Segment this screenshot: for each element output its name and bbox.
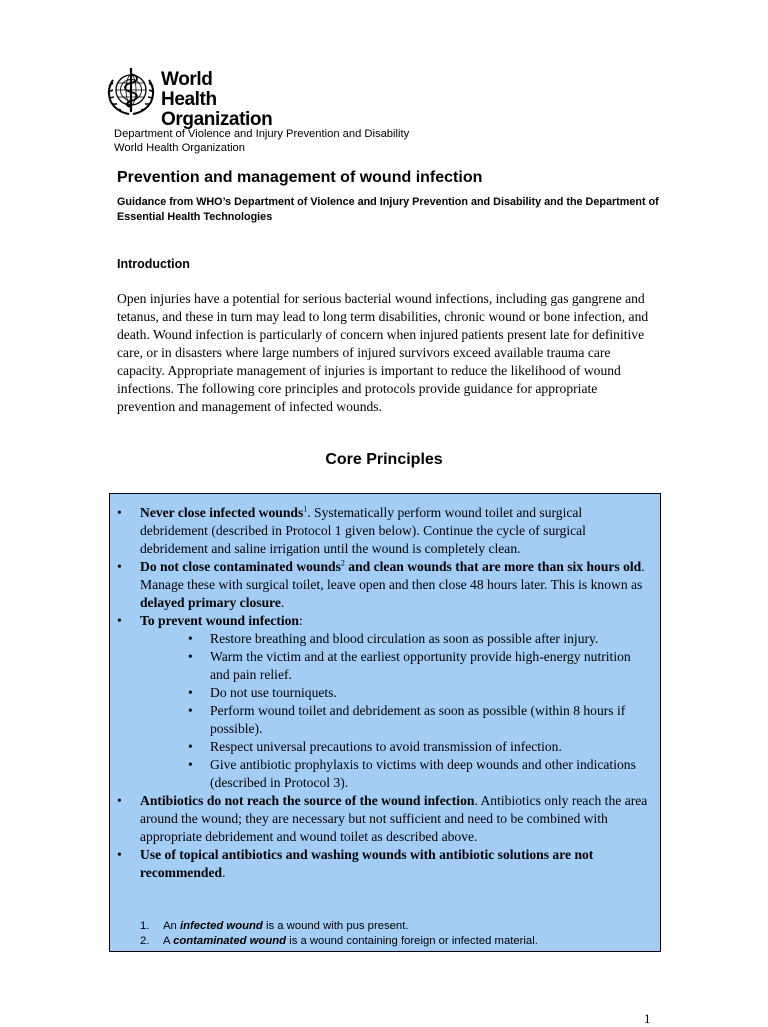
footnote-number: 1. [140,920,150,932]
principle-emphasis: Never close infected wounds [140,505,304,520]
principle-text: . [222,865,226,880]
who-logo-text [161,70,273,130]
document-subtitle: Guidance from WHO’s Department of Violence and Injury Prevention and Disability and the Department of Essential Health Technologies [117,196,659,223]
core-principles-list [110,504,658,882]
department-name: Department of Violence and Injury Prevention and Disability [114,128,410,140]
footnote-text: A [163,934,174,947]
principle-emphasis: Use of topical antibiotics and washing wounds with antibiotic solutions are not recommended [140,847,594,880]
sub-item: • Restore breathing and blood circulation as soon as possible after injury. [140,630,650,648]
who-logo [103,64,273,130]
footnote-ref: 2 [340,558,345,568]
principle-emphasis: Antibiotics do not reach the source of the wound infection [140,793,475,808]
sub-item: • Do not use tourniquets. [140,684,650,702]
footnote-text: is a wound with pus present. [262,920,409,932]
introduction-heading: Introduction [117,257,190,271]
introduction-paragraph: Open injuries have a potential for serious bacterial wound infections, including gas gangrene and tetanus, and these in turn may lead to long term disabilities, chronic wound or bone infection, and death. Wound infection is particularly of concern when injured patients present late for definitive care, or in disasters where large numbers of injured survivors exceed available trauma care capacity. Appropriate management of injuries is important to reduce the likelihood of wound infections. The following core principles and protocols provide guidance for appropriate prevention and management of infected wounds. [117,291,649,414]
footnote-text: is a wound containing foreign or infected material. [286,934,538,947]
principle-text: : [299,613,303,628]
page-number: 1 [644,1011,651,1026]
footnote [140,919,538,934]
footnote-number: 2. [140,934,150,947]
principle-item [110,504,658,558]
core-principles-box [109,493,661,952]
principle-emphasis: To prevent wound infection [140,613,299,628]
sub-item: • Warm the victim and at the earliest opportunity provide high-energy nutrition and pain relief. [140,648,650,684]
logo-line-2: Organization [161,109,273,130]
footnote [140,934,538,949]
principle-text: . Manage these with surgical toilet, leave open and then close 48 hours later. This is known as [140,559,645,592]
principle-text: . Systematically perform wound toilet and surgical debridement (described in Protocol 1 given below). Continue the cycle of surgical debridement and saline irrigation until the wound is completely clean. [140,505,586,556]
prevention-sublist [140,630,650,792]
principle-text: . Antibiotics only reach the area around the wound; they are necessary but not sufficient and need to be combined with appropriate debridement and wound toilet as described above. [140,793,648,844]
core-principles-heading: Core Principles [325,451,443,468]
who-emblem-icon [103,64,159,118]
principle-emphasis: and clean wounds that are more than six hours old [344,559,642,574]
department-block [114,127,409,155]
principle-item [110,792,658,846]
sub-item: • Respect universal precautions to avoid transmission of infection. [140,738,650,756]
principle-item [110,846,658,882]
sub-item: • Perform wound toilet and debridement as soon as possible (within 8 hours if possible). [140,702,650,738]
principle-item [110,558,658,612]
footnote-term: contaminated wound [173,934,287,947]
principle-emphasis: delayed primary closure [140,595,281,610]
footnote-ref: 1 [303,504,308,514]
principle-text: . [280,595,285,610]
principle-emphasis: Do not close contaminated wounds [140,559,341,574]
principle-item [110,612,658,792]
footnote-text: An [163,920,180,932]
document-title: Prevention and management of wound infection [117,169,483,186]
logo-line-1: World Health [161,69,217,110]
sub-item: • Give antibiotic prophylaxis to victims with deep wounds and other indications (described in Protocol 3). [140,756,650,792]
organization-name: World Health Organization [114,142,245,154]
footnotes [140,919,538,948]
footnote-term: infected wound [179,920,263,932]
